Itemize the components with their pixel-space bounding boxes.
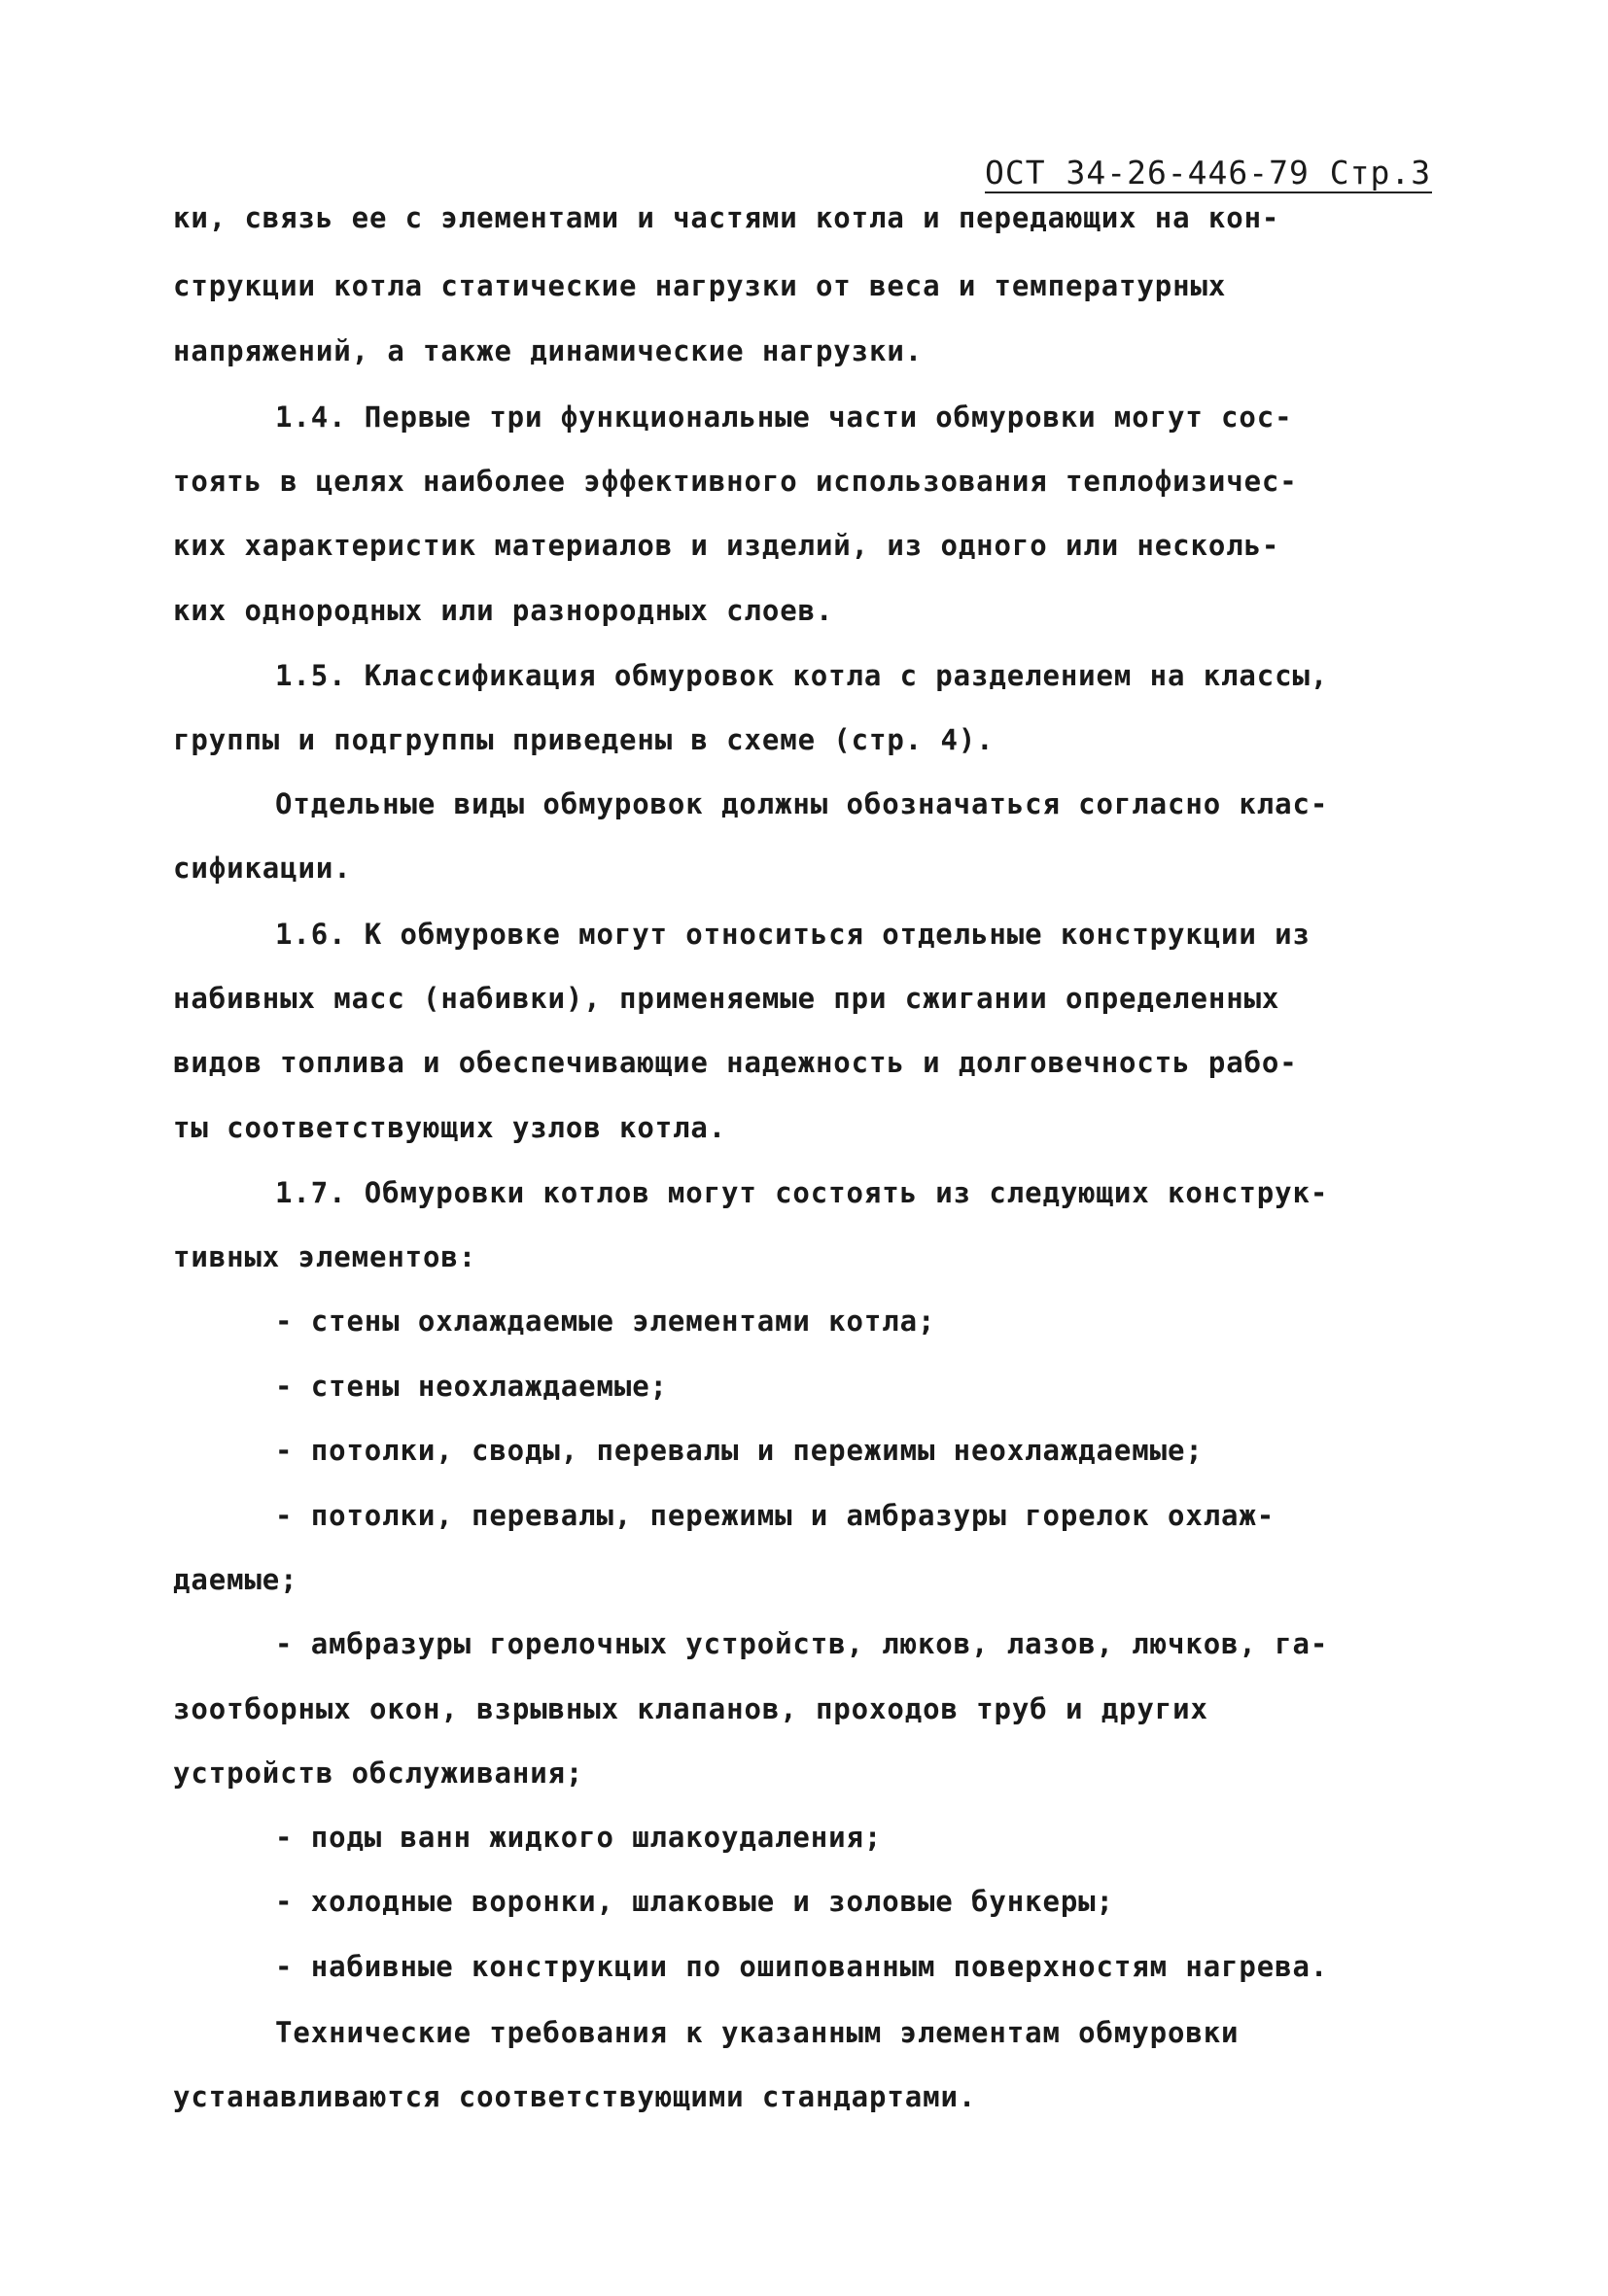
text-line: 1.6. К обмуровке могут относиться отдельные конструкции из [275, 918, 1311, 951]
text-line: Отдельные виды обмуровок должны обозначаться согласно клас- [275, 787, 1329, 820]
text-line: ты соответствующих узлов котла. [173, 1111, 727, 1144]
list-item: - потолки, перевалы, пережимы и амбразуры горелок охлаж- [275, 1499, 1276, 1532]
text-line: 1.5. Классификация обмуровок котла с разделением на классы, [275, 659, 1329, 692]
list-item: - стены неохлаждаемые; [275, 1370, 668, 1403]
text-line: набивных масс (набивки), применяемые при сжигании определенных [173, 982, 1280, 1015]
text-line: ких характеристик материалов и изделий, из одного или несколь- [173, 529, 1280, 562]
text-line: струкции котла статические нагрузки от веса и температурных [173, 269, 1227, 302]
text-line: зоотборных окон, взрывных клапанов, проходов труб и других [173, 1692, 1208, 1725]
text-line: устанавливаются соответствующими стандартами. [173, 2080, 977, 2113]
text-line: 1.7. Обмуровки котлов могут состоять из следующих конструк- [275, 1176, 1329, 1209]
text-line: сификации. [173, 852, 352, 885]
text-line: устройств обслуживания; [173, 1757, 584, 1790]
text-line: напряжений, а также динамические нагрузки. [173, 334, 924, 367]
text-line: Технические требования к указанным элементам обмуровки [275, 2016, 1240, 2049]
text-line: тивных элементов: [173, 1240, 477, 1273]
page-header: ОСТ 34-26-446-79 Стр.3 [985, 154, 1432, 191]
text-line: группы и подгруппы приведены в схеме (стр. 4). [173, 723, 995, 756]
text-line: ки, связь ее с элементами и частями котла и передающих на кон- [173, 201, 1280, 234]
list-item: - стены охлаждаемые элементами котла; [275, 1305, 936, 1338]
list-item: - набивные конструкции по ошипованным поверхностям нагрева. [275, 1950, 1329, 1983]
text-line: тоять в целях наиболее эффективного использования теплофизичес- [173, 465, 1298, 498]
text-line: ких однородных или разнородных слоев. [173, 594, 834, 627]
list-item: - потолки, своды, перевалы и пережимы неохлаждаемые; [275, 1434, 1204, 1467]
text-line: 1.4. Первые три функциональные части обмуровки могут сос- [275, 400, 1293, 434]
list-item: - холодные воронки, шлаковые и золовые бункеры; [275, 1885, 1114, 1918]
header-underline [985, 191, 1432, 193]
text-line: видов топлива и обеспечивающие надежность и долговечность рабо- [173, 1046, 1298, 1079]
text-line: даемые; [173, 1563, 298, 1596]
list-item: - амбразуры горелочных устройств, люков, лазов, лючков, га- [275, 1627, 1329, 1660]
list-item: - поды ванн жидкого шлакоудаления; [275, 1821, 883, 1854]
